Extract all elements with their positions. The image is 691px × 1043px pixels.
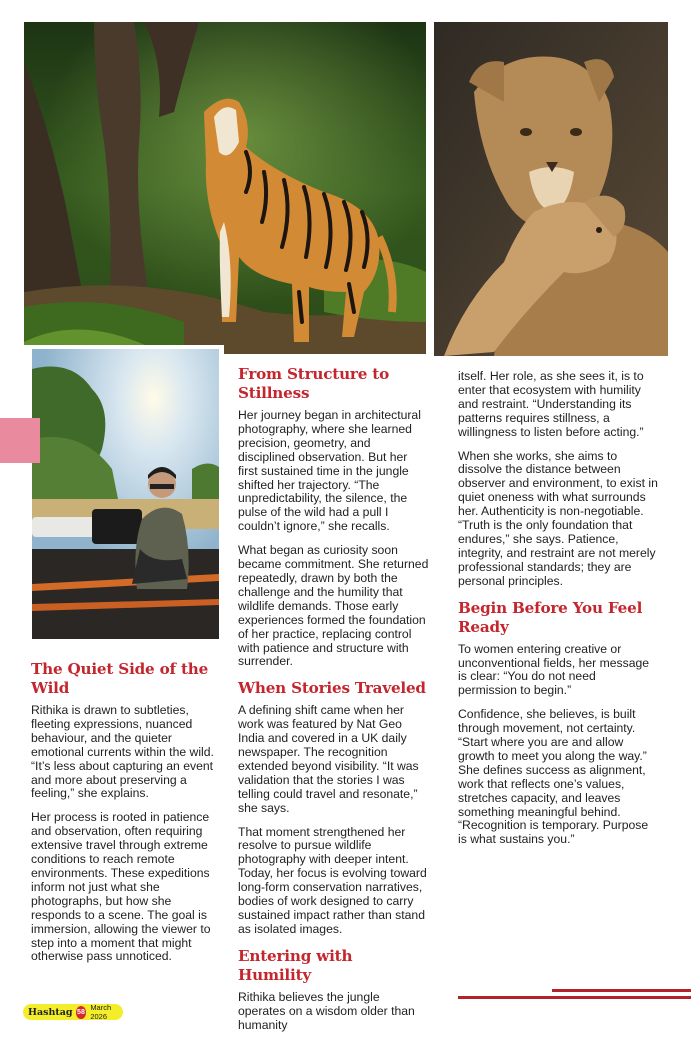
paragraph: What began as curiosity soon became commitment. She returned repeatedly, drawn by both the challenge and the humility that wildlife demands. Those early experiences formed the foundation of her practice, replacing control with patience and structure with surrender. — [238, 543, 429, 669]
issue-date: March 2026 — [90, 1003, 112, 1021]
paragraph: Her journey began in architectural photography, where she learned precision, geometry, and disciplined observation. But her first sustained time in the jungle shifted her trajectory. “The unpredictability, the silence, the pulse of the wild had a pull I couldn’t ignore,” she recalls. — [238, 408, 421, 534]
paragraph: itself. Her role, as she sees it, is to enter that ecosystem with humility and restraint. “Understanding its patterns requires stillness, a willingness to listen before acting.” — [458, 369, 644, 439]
folio-badge — [23, 1004, 123, 1020]
paragraph: A defining shift came when her work was featured by Nat Geo India and covered in a UK daily newspaper. The recognition extended beyond visibility. “It was validation that the stories I was telling could travel and resonate,” she says. — [238, 703, 419, 815]
paragraph: When she works, she aims to dissolve the distance between observer and environment, to exist in quiet oneness with what surrounds her. Authenticity is non-negotiable. “Truth is the only foundation that endures,” she says. Patience, integrity, and restraint are not merely professional standards; they are personal principles. — [458, 448, 658, 588]
page-number: 58 — [76, 1006, 87, 1019]
heading-humility: Entering with Humility — [238, 946, 353, 984]
paragraph: Rithika is drawn to subtleties, fleeting expressions, nuanced behaviour, and the quieter emotional currents within the wild. “It’s less about capturing an event and more about preserving a feeling,” she explains. — [31, 703, 214, 801]
lioness-cub-photo — [434, 22, 668, 356]
tiger-photo — [24, 22, 426, 354]
paragraph: Confidence, she believes, is built through movement, not certainty. “Start where you are and allow growth to meet you along the way.” She defines success as alignment, work that reflects one’s values, stretches capacity, and leaves something meaningful behind. “Recognition is temporary. Purpose is what sustains you.” — [458, 707, 649, 847]
footer-rule — [552, 989, 691, 992]
paragraph: Her process is rooted in patience and observation, often requiring extensive travel through extreme conditions to reach remote environments. These expeditions inform not just what she photographs, but how she responds to a scene. The goal is immersion, allowing the viewer to step into a moment that might otherwise pass unnoticed. — [31, 810, 211, 964]
heading-begin: Begin Before You Feel Ready — [458, 598, 643, 636]
heading-structure: From Structure to Stillness — [238, 365, 390, 402]
heading-stories: When Stories Traveled — [238, 679, 426, 698]
column-left — [31, 660, 223, 974]
accent-tab — [0, 418, 40, 463]
footer-rule — [458, 996, 691, 999]
column-middle — [238, 365, 430, 1043]
paragraph: Rithika believes the jungle operates on a wisdom older than humanity — [238, 989, 415, 1032]
heading-quiet-side: The Quiet Side of the Wild — [31, 660, 209, 697]
photographer-photo — [32, 349, 219, 639]
paragraph: To women entering creative or unconventional fields, her message is clear: “You do not need permission to begin.” — [458, 641, 650, 698]
magazine-logo: Hashtag — [28, 1006, 73, 1018]
column-right — [458, 370, 658, 857]
paragraph: That moment strengthened her resolve to pursue wildlife photography with deeper intent. Today, her focus is evolving toward long-form conservation narratives, bodies of work designed to carry sustained impact rather than stand as isolated images. — [238, 824, 427, 936]
